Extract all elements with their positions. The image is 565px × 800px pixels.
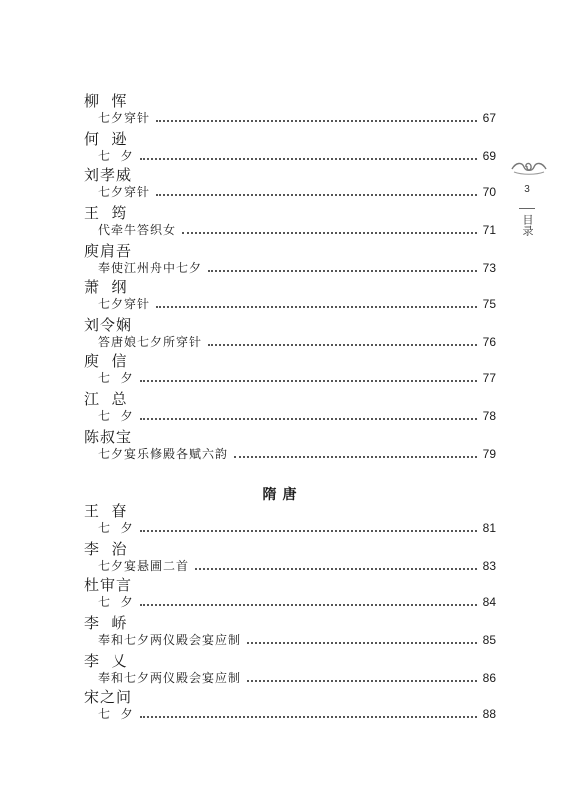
toc-entry-title: 七夕穿针 [98, 111, 151, 125]
toc-author: 杜审言 [84, 576, 133, 594]
divider [519, 208, 535, 209]
toc-entry-page: 88 [482, 707, 496, 721]
toc-author: 宋之问 [84, 688, 133, 706]
toc-author: 刘令娴 [84, 316, 133, 334]
toc-author: 李 治 [84, 540, 128, 558]
toc-entry-title: 奉和七夕两仪殿会宴应制 [98, 633, 242, 647]
side-margin [508, 150, 550, 260]
toc-author: 王 筠 [84, 204, 128, 222]
toc-author: 刘孝威 [84, 166, 133, 184]
toc-author: 庾 信 [84, 352, 128, 370]
dot-leader [140, 418, 477, 420]
toc-author: 陈叔宝 [84, 428, 133, 446]
toc-entry-page: 79 [482, 447, 496, 461]
toc-entry-page: 81 [482, 521, 496, 535]
toc-entry-title: 七 夕 [98, 595, 134, 609]
toc-entry-page: 84 [482, 595, 496, 609]
toc-entry[interactable] [98, 146, 496, 164]
toc-entry-page: 67 [482, 111, 496, 125]
toc-entry-title: 答唐娘七夕所穿针 [98, 335, 203, 349]
toc-author: 李 乂 [84, 652, 128, 670]
toc-entry[interactable] [98, 332, 496, 350]
toc-entry-page: 73 [482, 261, 496, 275]
toc-author: 萧 纲 [84, 278, 128, 296]
toc-entry-page: 85 [482, 633, 496, 647]
toc-entry-page: 86 [482, 671, 496, 685]
toc-entry[interactable] [98, 668, 496, 686]
toc-entry[interactable] [98, 258, 496, 276]
toc-entry-title: 奉使江州舟中七夕 [98, 261, 203, 275]
toc-entry-page: 70 [482, 185, 496, 199]
dot-leader [247, 680, 477, 682]
dot-leader [140, 716, 477, 718]
toc-entry-page: 69 [482, 149, 496, 163]
toc-entry-page: 76 [482, 335, 496, 349]
toc-entry[interactable] [98, 518, 496, 536]
toc-entry-title: 七 夕 [98, 149, 134, 163]
dot-leader [195, 568, 477, 570]
toc-entry-title: 七夕宴乐修殿各赋六韵 [98, 447, 229, 461]
dot-leader [156, 306, 477, 308]
toc-author: 庾肩吾 [84, 242, 133, 260]
toc-entry[interactable] [98, 368, 496, 386]
toc-entry[interactable] [98, 444, 496, 462]
toc-entry[interactable] [98, 294, 496, 312]
toc-entry-title: 七 夕 [98, 409, 134, 423]
toc-entry[interactable] [98, 556, 496, 574]
dot-leader [156, 194, 477, 196]
toc-entry-title: 代牵牛答织女 [98, 223, 177, 237]
toc-entry[interactable] [98, 182, 496, 200]
toc-entry[interactable] [98, 220, 496, 238]
dot-leader [140, 380, 477, 382]
toc-entry[interactable] [98, 630, 496, 648]
toc-author: 柳 恽 [84, 92, 128, 110]
toc-entry-title: 七夕穿针 [98, 297, 151, 311]
toc-entry-title: 七夕穿针 [98, 185, 151, 199]
dot-leader [208, 344, 477, 346]
toc-entry-page: 78 [482, 409, 496, 423]
toc-entry[interactable] [98, 108, 496, 126]
toc-entry-title: 奉和七夕两仪殿会宴应制 [98, 671, 242, 685]
page-number: 3 [524, 184, 530, 195]
dot-leader [140, 604, 477, 606]
dot-leader [208, 270, 477, 272]
toc-entry[interactable] [98, 406, 496, 424]
dot-leader [140, 530, 477, 532]
section-heading: 隋唐 [262, 487, 303, 503]
toc-author: 王 眘 [84, 502, 128, 520]
toc-entry[interactable] [98, 704, 496, 722]
toc-author: 何 逊 [84, 130, 128, 148]
toc-entry-page: 71 [482, 223, 496, 237]
toc-author: 江 总 [84, 390, 128, 408]
dot-leader [156, 120, 477, 122]
dot-leader [182, 232, 477, 234]
toc-entry[interactable] [98, 592, 496, 610]
toc-entry-title: 七 夕 [98, 707, 134, 721]
toc-author: 李 峤 [84, 614, 128, 632]
dot-leader [140, 158, 477, 160]
toc-entry-title: 七 夕 [98, 521, 134, 535]
dot-leader [234, 456, 477, 458]
running-title: 目录 [521, 214, 534, 236]
toc-entry-title: 七夕宴悬圃二首 [98, 559, 190, 573]
cloud-scroll-icon [510, 156, 548, 178]
toc-entry-title: 七 夕 [98, 371, 134, 385]
toc-entry-page: 83 [482, 559, 496, 573]
dot-leader [247, 642, 477, 644]
toc-entry-page: 75 [482, 297, 496, 311]
toc-entry-page: 77 [482, 371, 496, 385]
